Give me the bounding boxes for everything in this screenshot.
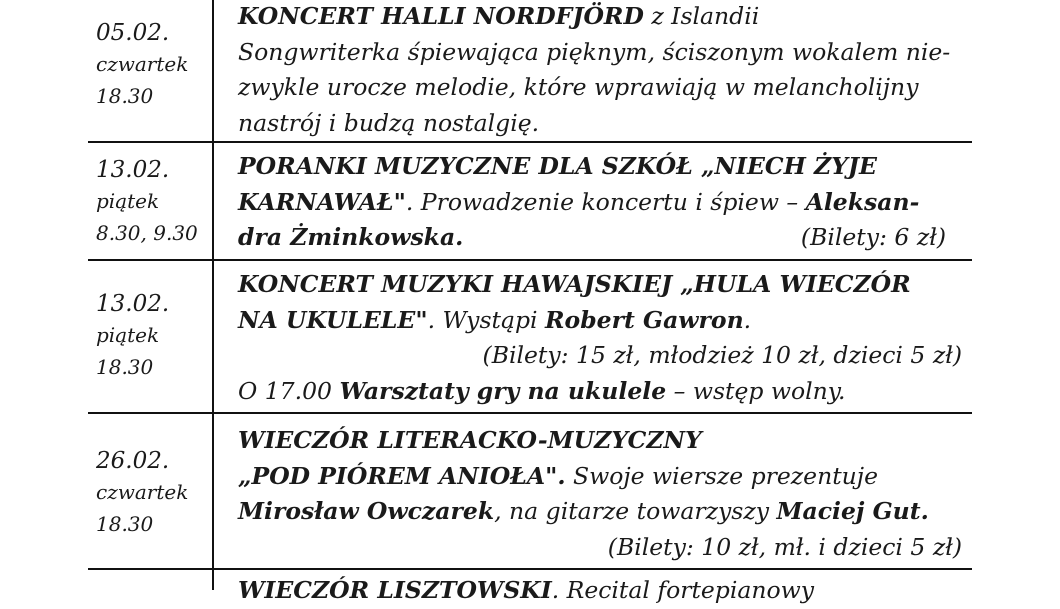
event-title: PORANKI MUZYCZNE DLA SZKÓŁ „NIECH ŻYJE — [238, 152, 877, 180]
event-tickets: (Bilety: 6 zł) — [800, 223, 946, 251]
event-date: 13.02. — [96, 157, 170, 183]
event-time: 18.30 — [96, 84, 154, 108]
event-text: . Prowadzenie koncertu i śpiew – — [405, 187, 806, 216]
event-text: . Recital fortepianowy — [551, 576, 815, 604]
event-description — [238, 149, 968, 256]
row-divider — [88, 568, 972, 570]
event-title: KARNAWAŁ" — [238, 187, 406, 216]
event-tickets: (Bilety: 15 zł, młodzież 10 zł, dzieci 5 zł) — [482, 341, 962, 369]
event-description — [238, 573, 968, 609]
event-performer: Aleksan- — [805, 187, 920, 216]
event-time: 8.30, 9.30 — [96, 221, 198, 245]
event-date-block — [96, 289, 211, 383]
event-title: WIECZÓR LISZTOWSKI — [238, 576, 552, 604]
event-text-line: zwykle urocze melodie, które wprawiają w melancholijny — [238, 73, 919, 101]
event-date: 05.02. — [96, 20, 170, 46]
event-description — [238, 423, 968, 565]
event-title: NA UKULELE" — [238, 305, 428, 334]
event-weekday: czwartek — [96, 480, 189, 504]
event-date-block — [96, 155, 211, 249]
event-tickets: (Bilety: 10 zł, mł. i dzieci 5 zł) — [607, 532, 962, 561]
row-divider — [88, 412, 972, 414]
event-date: 26.02. — [96, 448, 170, 474]
event-weekday: czwartek — [96, 52, 189, 76]
event-title: „POD PIÓREM ANIOŁA". — [238, 461, 566, 490]
event-text: , na gitarze towarzyszy — [494, 497, 777, 525]
event-text: . — [743, 305, 752, 334]
event-time: 18.30 — [96, 512, 154, 536]
event-text: Swoje wiersze prezentuje — [565, 461, 878, 490]
row-divider — [88, 259, 972, 261]
event-description — [238, 0, 968, 141]
event-text-line: Songwriterka śpiewająca pięknym, ściszonym wokalem nie- — [238, 37, 951, 66]
workshop-time: O 17.00 — [238, 376, 340, 405]
workshop-title: Warsztaty gry na ukulele — [339, 376, 667, 405]
event-performer: Robert Gawron — [545, 305, 744, 334]
event-text-line: nastrój i budzą nostalgię. — [238, 108, 540, 137]
workshop-note: – wstęp wolny. — [666, 376, 846, 405]
event-performer: dra Żminkowska. — [238, 223, 464, 251]
event-guitarist: Maciej Gut. — [776, 497, 929, 525]
event-date-block — [96, 18, 211, 112]
event-date-block — [96, 446, 211, 540]
event-description — [238, 267, 968, 409]
event-date: 13.02. — [96, 291, 170, 317]
event-title: KONCERT HALLI NORDFJÖRD — [238, 2, 644, 30]
event-weekday: piątek — [96, 323, 160, 347]
event-poet: Mirosław Owczarek — [238, 497, 495, 525]
event-title-suffix: z Islandii — [643, 2, 760, 30]
event-title: WIECZÓR LITERACKO-MUZYCZNY — [238, 426, 702, 454]
event-title: KONCERT MUZYKI HAWAJSKIEJ „HULA WIECZÓR — [238, 270, 911, 298]
row-divider — [88, 141, 972, 143]
event-weekday: piątek — [96, 189, 160, 213]
event-text: . Wystąpi — [427, 305, 545, 334]
column-divider — [212, 0, 214, 590]
event-time: 18.30 — [96, 355, 154, 379]
